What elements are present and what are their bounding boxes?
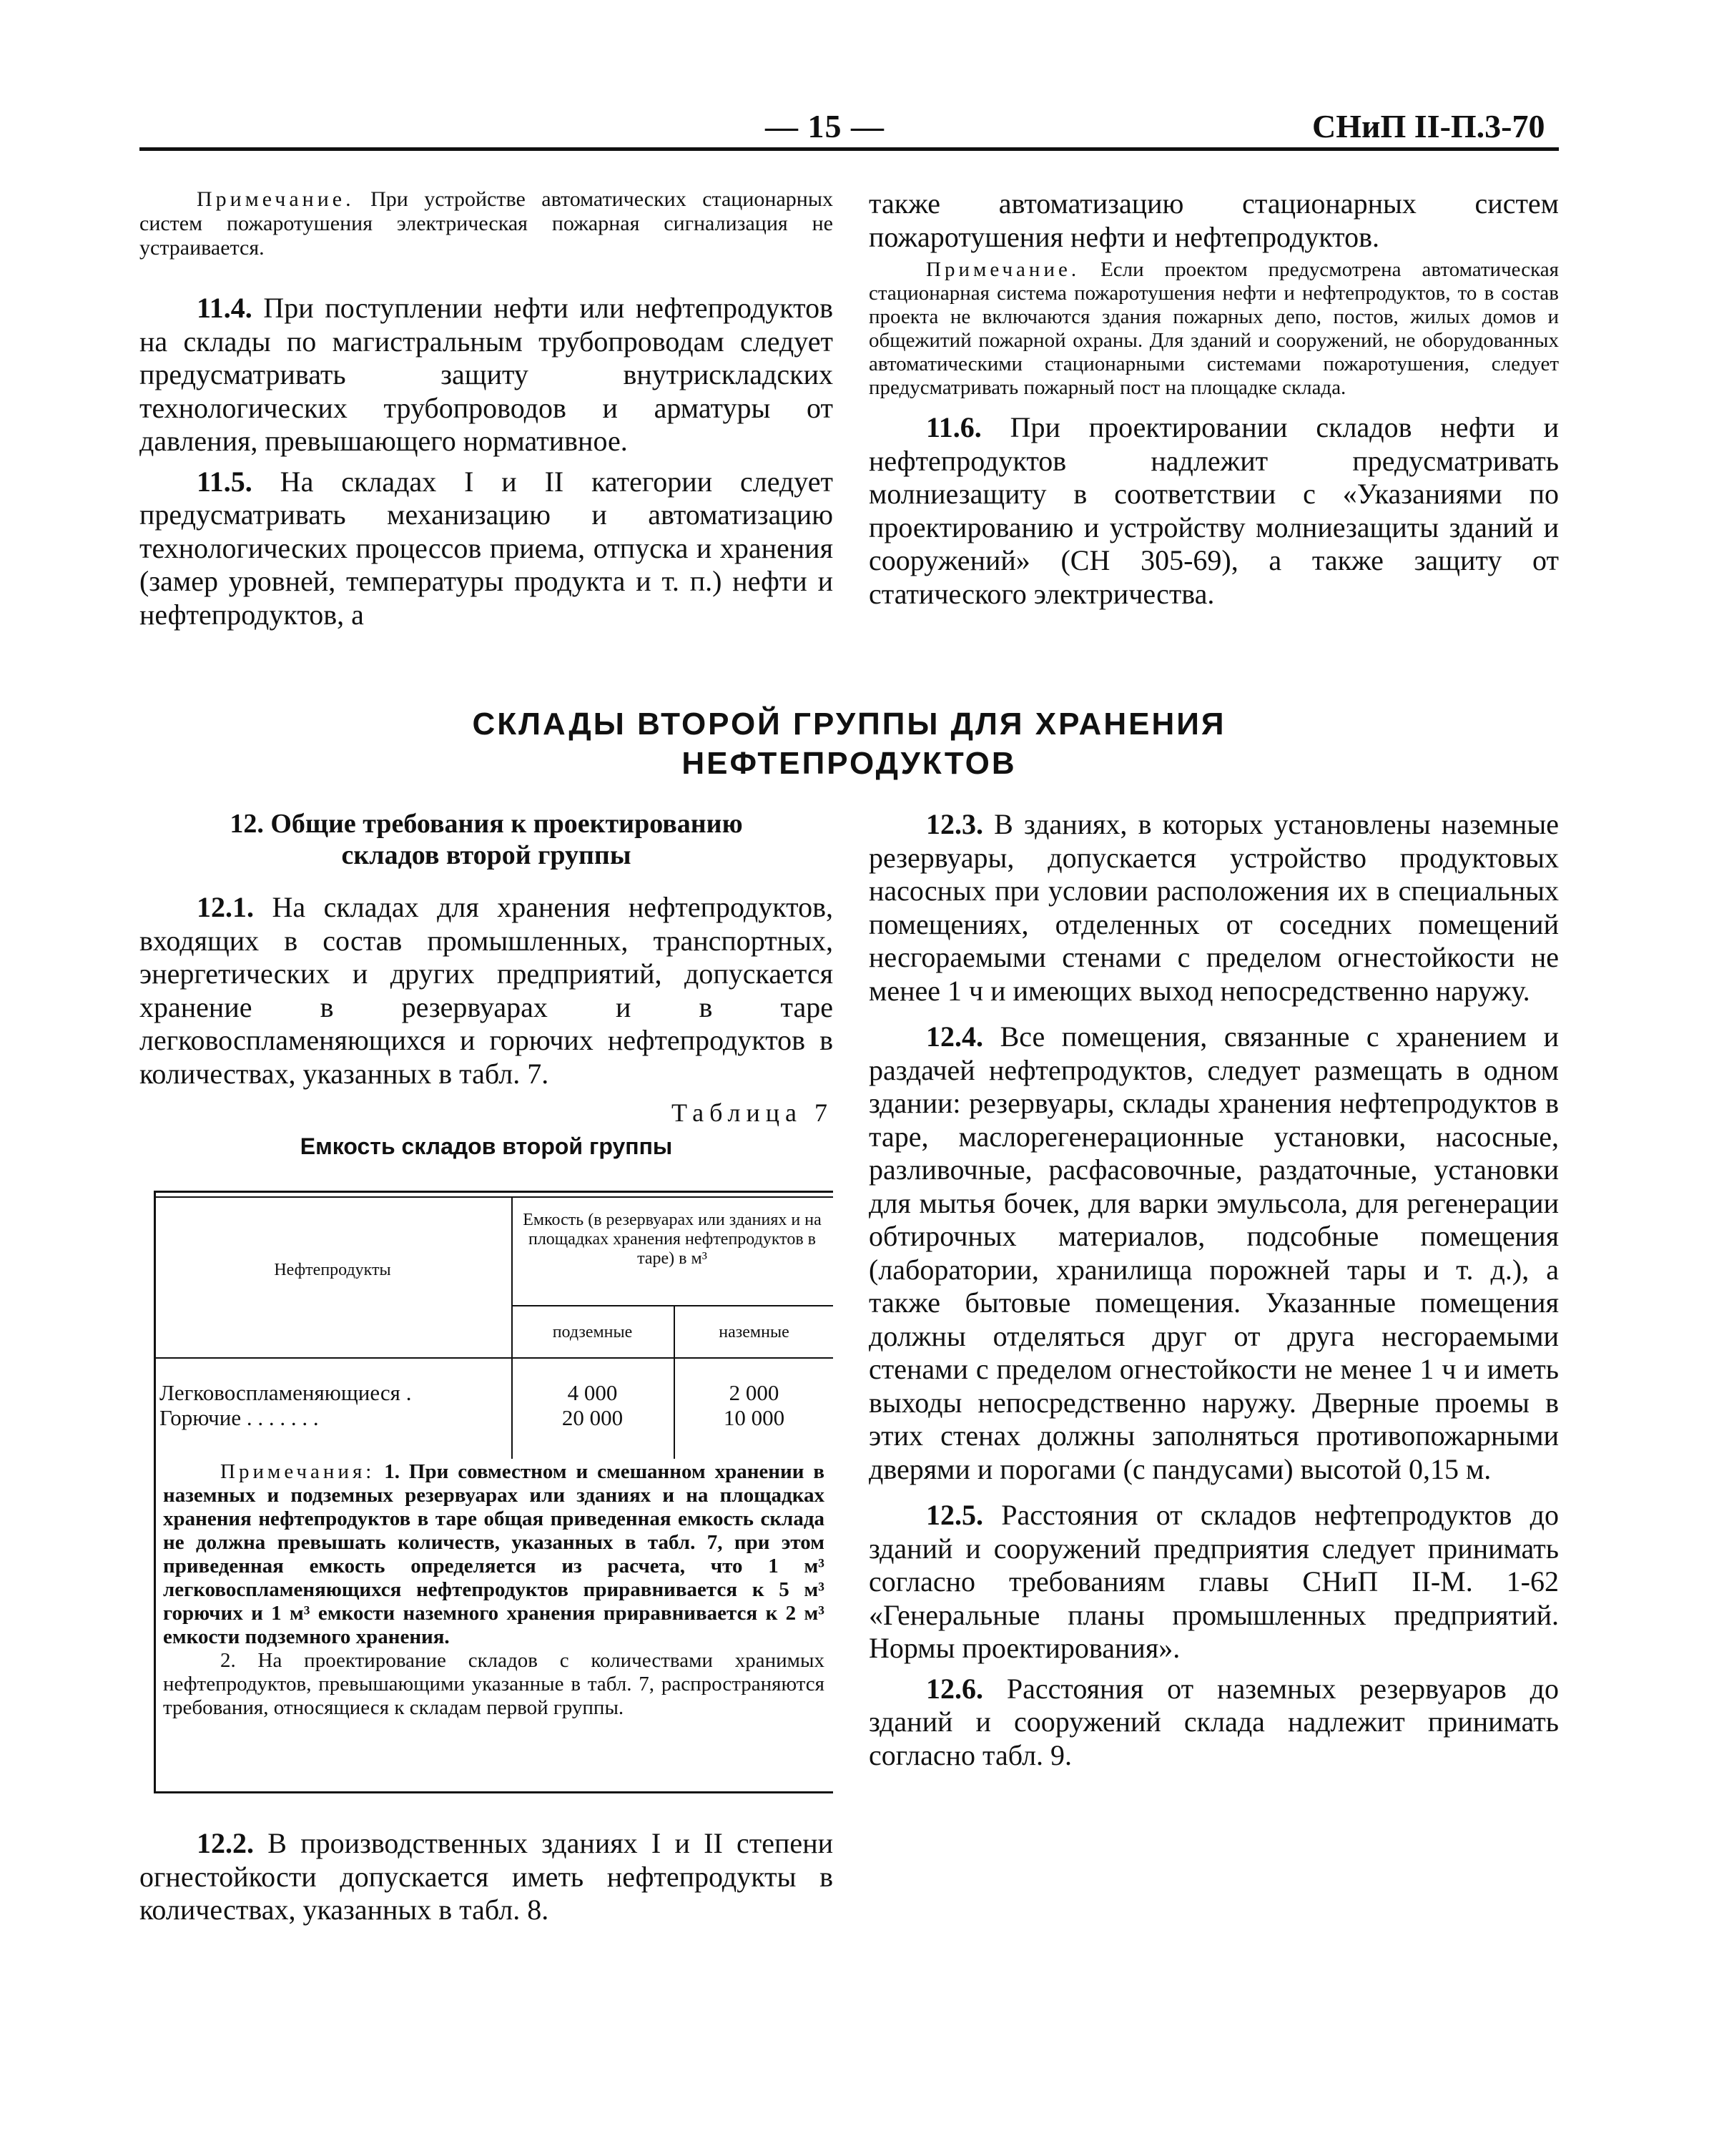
right-column-bottom: [869, 808, 1559, 1772]
paragraph-12-1: [139, 891, 833, 1091]
paragraph-text: При проектировании складов нефти и нефтепродуктов надлежит предусматривать молниезащиту в соответствии с «Указаниями по проектированию и устройству молниезащиты зданий и сооружений» (СН 305-69), а также защиту от статического электричества.: [869, 411, 1559, 610]
paragraph-text: Расстояния от складов нефтепродуктов до зданий и сооружений предприятия следует принимать согласно требованиям главы СНиП II-М. 1-62 «Генеральные планы промышленных предприятий. Нормы проектирования».: [869, 1499, 1559, 1664]
table-bottom-border: [154, 1791, 833, 1793]
note-1-text: 1. При совместном и смешанном хранении в наземных и подземных резервуарах или зданиях и на площадках хранения нефтепродуктов в таре общая приведенная емкость склада не должна превышать количеств, указанных в табл. 7, при этом приведенная емкость определяется из расчета, что 1 м³ легковоспламеняющихся нефтепродуктов приравнивается к 5 м³ горючих и 1 м³ емкости наземного хранения приравнивается к 2 м³ емкости подземного хранения.: [163, 1460, 824, 1648]
paragraph-12-5: [869, 1499, 1559, 1665]
paragraph-12-4: [869, 1020, 1559, 1486]
paragraph-11-6: [869, 411, 1559, 611]
note-label: Примечание.: [926, 258, 1080, 281]
paragraph-text: В производственных зданиях I и II степени огнестойкости допускается иметь нефтепродукты в количествах, указанных в табл. 8.: [139, 1827, 833, 1926]
paragraph-number: 12.4.: [926, 1020, 983, 1053]
note-label: Примечание.: [197, 187, 355, 211]
table-7: [154, 1191, 833, 1505]
header-underground: подземные: [552, 1323, 633, 1342]
cell-combustible-underground: 20 000: [561, 1405, 624, 1430]
table-note-1: [163, 1460, 824, 1649]
cell-flammable-aboveground: 2 000: [729, 1380, 779, 1405]
table-subheader-rule: [511, 1305, 833, 1306]
table-note-2: [163, 1649, 824, 1720]
right-column-top: [869, 187, 1559, 611]
paragraph-number: 12.2.: [197, 1827, 254, 1859]
paragraph-11-5: [139, 466, 833, 632]
table-label: Таблица 7: [671, 1098, 833, 1127]
paragraph-text: Расстояния от наземных резервуаров до зданий и сооружений склада надлежит принимать согласно табл. 9.: [869, 1672, 1559, 1771]
header-products: Нефтепродукты: [274, 1261, 391, 1279]
note-11-5: [869, 258, 1559, 400]
paragraph-number: 11.6.: [926, 411, 982, 443]
paragraph-number: 11.4.: [197, 292, 252, 324]
paragraph-number: 12.5.: [926, 1499, 983, 1531]
table-row-combustible: [159, 1405, 319, 1431]
left-column-end: [139, 1827, 833, 1927]
paragraph-number: 12.1.: [197, 891, 254, 923]
left-column-bottom: [139, 808, 833, 1160]
row-name: Горючие: [159, 1405, 242, 1430]
paragraph-number: 11.5.: [197, 465, 252, 498]
section-title-line-2: НЕФТЕПРОДУКТОВ: [681, 746, 1017, 781]
row-leader: .: [400, 1380, 412, 1405]
document-code: СНиП II-П.3-70: [1312, 108, 1545, 144]
header-aboveground: наземные: [719, 1323, 789, 1342]
header-rule: [139, 147, 1559, 151]
table-caption: Емкость складов второй группы: [300, 1133, 673, 1159]
note-11-3: [139, 187, 833, 260]
cell-combustible-aboveground: 10 000: [723, 1405, 785, 1430]
page-number: — 15 —: [765, 108, 885, 144]
section-title: [139, 704, 1559, 783]
row-name: Легковоспламеняющиеся: [159, 1380, 400, 1405]
notes-label: Примечания:: [220, 1460, 375, 1483]
paragraph-text: Все помещения, связанные с хранением и раздачей нефтепродуктов, следует размещать в одном здании: резервуары, склады хранения нефтепродуктов в таре, маслорегенерационные установки, насосные, разливочные, расфасовочные, раздаточные, установки для мытья бочек, для варки эмульсола, для регенерации обтирочных материалов, подсобные помещения (лаборатории, хранилища порожней тары и т. д.), а также бытовые помещения. Указанные помещения должны отделяться друг от друга несгораемыми стенами с пределом огнестойкости не менее 1 ч и иметь выходы непосредственно наружу. Дверные проемы в этих стенах должны заполняться противопожарными дверями и порогами (с пандусами) высотой 0,15 м.: [869, 1020, 1559, 1485]
paragraph-12-6: [869, 1673, 1559, 1773]
paragraph-text: При поступлении нефти или нефтепродуктов на склады по магистральным трубопроводам следует предусматривать защиту внутрискладских технологических трубопроводов и арматуры от давления, превышающего нормативное.: [139, 292, 833, 457]
paragraph-12-3: [869, 808, 1559, 1008]
table-top-rule-thin: [154, 1196, 833, 1198]
header-capacity: Емкость (в резервуарах или зданиях и на площадках хранения нефтепродуктов в таре) в м³: [523, 1211, 822, 1268]
subsection-title-line-2: складов второй группы: [341, 840, 631, 870]
left-column-top: [139, 187, 833, 631]
section-title-line-1: СКЛАДЫ ВТОРОЙ ГРУППЫ ДЛЯ ХРАНЕНИЯ: [472, 707, 1226, 742]
paragraph-11-5-continued: также автоматизацию стационарных систем пожаротушения нефти и нефтепродуктов.: [869, 187, 1559, 253]
table-left-border: [154, 1191, 156, 1793]
paragraph-12-2: [139, 1827, 833, 1927]
table-row-flammable: [159, 1380, 411, 1406]
paragraph-number: 12.3.: [926, 808, 983, 840]
paragraph-text: На складах для хранения нефтепродуктов, входящих в состав промышленных, транспортных, энергетических и других предприятий, допускается хранение в резервуарах и в таре легковоспламеняющихся и горючих нефтепродуктов в количествах, указанных в табл. 7.: [139, 891, 833, 1090]
paragraph-11-4: [139, 292, 833, 458]
table-header-bottom-rule: [154, 1357, 833, 1359]
paragraph-number: 12.6.: [926, 1672, 983, 1705]
subsection-title-line-1: 12. Общие требования к проектированию: [230, 809, 743, 839]
note-2-text: 2. На проектирование складов с количествами хранимых нефтепродуктов, превышающими указанные в табл. 7, распространяются требования, относящиеся к складам первой группы.: [163, 1649, 824, 1719]
row-leader: . . . . . . .: [241, 1405, 319, 1430]
table-notes: [163, 1460, 824, 1720]
cell-flammable-underground: 4 000: [567, 1380, 618, 1405]
note-text: Если проектом предусмотрена автоматическая стационарная система пожаротушения нефти и нефтепродуктов, то в состав проекта не включаются здания пожарных депо, постов, жилых домов и общежитий пожарной охраны. Для зданий и сооружений, не оборудованных автоматическими стационарными системами пожаротушения, следует предусматривать пожарный пост на площадке склада.: [869, 258, 1559, 399]
paragraph-text: В зданиях, в которых установлены наземные резервуары, допускается устройство продуктовых насосных при условии расположения их в специальных помещениях, отделенных от соседних помещений несгораемыми стенами с пределом огнестойкости не менее 1 ч и имеющих выход непосредственно наружу.: [869, 808, 1559, 1007]
table-top-rule: [154, 1191, 833, 1193]
note-text: При устройстве автоматических стационарных систем пожаротушения электрическая пожарная сигнализация не устраивается.: [139, 187, 833, 260]
paragraph-text: На складах I и II категории следует предусматривать механизацию и автоматизацию технологических процессов приема, отпуска и хранения (замер уровней, температуры продукта и т. п.) нефти и нефтепродуктов, а: [139, 465, 833, 631]
